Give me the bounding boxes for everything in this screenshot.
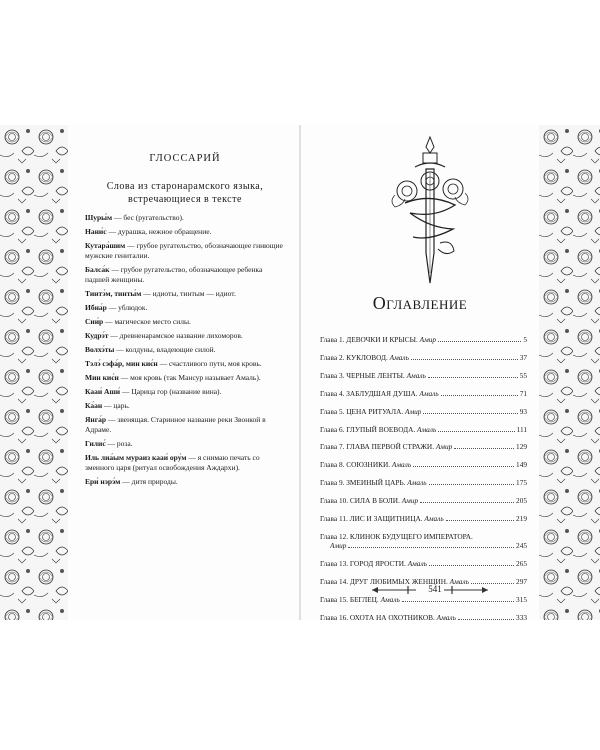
toc-narrator: Амаль [436, 613, 456, 622]
toc-chapter: Глава 13. ГОРОД ЯРОСТИ. [320, 559, 406, 569]
toc-chapter: Глава 7. ГЛАВА ПЕРВОЙ СТРАЖИ. [320, 442, 435, 452]
toc-narrator: Амир [419, 335, 437, 344]
toc-chapter: Глава 6. ГЛУПЫЙ ВОЕВОДА. [320, 424, 416, 434]
toc-page-number: 175 [516, 478, 527, 488]
toc-page-number: 5 [523, 335, 527, 344]
glossary-term: Кааи́ Аши́ [85, 387, 121, 396]
glossary-term: Мин киє́н [85, 373, 119, 382]
glossary-definition: — древненарамское название лихоморов. [108, 331, 243, 340]
glossary-entry [85, 317, 285, 327]
glossary-entry [85, 477, 285, 487]
glossary-term: Волхэ́ты [85, 345, 115, 354]
glossary-subtitle-line-1: Слова из старонарамского языка, [106, 181, 264, 192]
toc-page-number: 297 [516, 577, 527, 587]
floral-border-right [539, 125, 600, 620]
toc-page-number: 93 [519, 406, 527, 416]
glossary-definition: — роза. [105, 439, 133, 448]
glossary-definition: — дитя природы. [120, 477, 178, 486]
floral-ornament-right [539, 125, 600, 620]
glossary-entry [85, 387, 285, 397]
toc-leader-dots [423, 407, 517, 414]
glossary-term: Ибна́р [85, 303, 107, 312]
toc-narrator: Амаль [407, 559, 427, 569]
glossary-term: Нани́с [85, 227, 107, 236]
glossary-entry [85, 439, 285, 449]
glossary-term: Шуры́м [85, 213, 113, 222]
floral-ornament-left [0, 125, 68, 620]
toc-leader-dots [413, 460, 514, 467]
toc-chapter: Глава 4. ЗАБЛУДШАЯ ДУША. [320, 388, 418, 398]
toc-chapter: Глава 12. КЛИНОК БУДУЩЕГО ИМПЕРАТОРА. [320, 531, 473, 541]
toc-narrator: Амаль [406, 370, 426, 380]
toc-entry [320, 371, 527, 380]
glossary-title: ГЛОССАРИЙ [149, 153, 221, 164]
toc-page-number: 245 [516, 541, 527, 551]
toc-page-number: 265 [516, 559, 527, 569]
glossary-entry [85, 331, 285, 341]
glossary-subtitle [85, 180, 285, 206]
toc-chapter: Глава 14. ДРУГ ЛЮБИМЫХ ЖЕНЩИН. [320, 577, 448, 587]
glossary-entry [85, 265, 285, 285]
toc-entry [320, 460, 527, 469]
glossary-entry [85, 401, 285, 411]
dagger-rose-emblem [385, 133, 475, 288]
toc-page-number: 55 [519, 370, 527, 380]
toc-page-number: 315 [516, 595, 527, 605]
toc-leader-dots [446, 514, 514, 521]
toc-chapter: Глава 1. ДЕВОЧКИ И КРЫСЫ. [320, 335, 418, 344]
glossary-definition: — грубое ругательство, обозначающее ребенка падшей женщины. [85, 265, 263, 284]
toc-narrator: Амаль [389, 352, 409, 362]
toc-leader-dots [411, 353, 518, 360]
toc-narrator: Амаль [380, 595, 400, 605]
toc-title: Оглавление [372, 293, 468, 313]
glossary-definition: — Царица гор (название вина). [120, 387, 222, 396]
toc-entry [320, 514, 527, 523]
toc-page-number: 37 [519, 352, 527, 362]
toc-page-number: 129 [516, 442, 527, 452]
glossary-entry [85, 213, 285, 223]
toc-narrator: Амаль [424, 514, 444, 524]
glossary-entry [85, 241, 285, 261]
toc-leader-dots [429, 478, 514, 485]
toc-page-number: 111 [516, 424, 527, 434]
glossary-definition: — бес (ругательство). [112, 213, 184, 222]
toc-narrator: Амаль [419, 388, 439, 398]
toc-entry [320, 335, 527, 344]
glossary-definition: — царь. [102, 401, 130, 410]
toc-narrator: Амир [435, 442, 453, 452]
glossary-entry [85, 345, 285, 355]
toc-leader-dots [454, 442, 514, 449]
toc-chapter: Глава 10. СИЛА В БОЛИ. [320, 496, 400, 506]
glossary-term: Гилис́ [85, 439, 106, 448]
glossary-term: Ка́ан [85, 401, 103, 410]
toc-page-number: 333 [516, 613, 527, 622]
toc-page-number: 71 [519, 388, 527, 398]
glossary-term: Кутара́шим [85, 241, 126, 250]
glossary-definition: — грубое ругательство, обозначающее гниющие мужские гениталии. [85, 241, 283, 260]
glossary-term: Ери́ нэрэ́м [85, 477, 121, 486]
glossary-entry [85, 415, 285, 435]
toc-leader-dots [438, 335, 521, 342]
glossary-entry [85, 289, 285, 299]
glossary-definition: — магическое место силы. [103, 317, 191, 326]
toc-narrator: Амаль [417, 424, 437, 434]
toc-chapter: Глава 15. БЕГЛЕЦ. [320, 595, 379, 605]
glossary-entry [85, 227, 285, 237]
toc-entry [320, 478, 527, 487]
toc-entry [320, 496, 527, 505]
toc-leader-dots [429, 559, 514, 566]
toc-page-number: 149 [516, 460, 527, 470]
glossary-entry [85, 359, 285, 369]
glossary-definition: — я снимаю печать со змеиного царя (ритуал освобождения Аждархи). [85, 453, 260, 472]
toc-page-number: 219 [516, 514, 527, 524]
glossary-definition: — колдуны, владеющие силой. [114, 345, 216, 354]
toc-chapter: Глава 16. ОХОТА НА ОХОТНИКОВ. [320, 613, 435, 622]
glossary-entry [85, 453, 285, 473]
toc-entry [320, 442, 527, 451]
glossary-subtitle-line-2: встречающиеся в тексте [128, 194, 242, 205]
toc-entry [320, 353, 527, 362]
glossary-term: Тинтэ́м, тинты́м [85, 289, 142, 298]
toc-narrator: Амир [405, 406, 422, 416]
glossary-definition: — идиоты, тинтым — идиот. [141, 289, 236, 298]
page-number: 541 [428, 584, 442, 594]
toc-chapter: Глава 11. ЛИС И ЗАЩИТНИЦА. [320, 514, 423, 524]
glossary-entry [85, 373, 285, 383]
toc-narrator: Амаль [449, 577, 469, 587]
toc-page-number: 205 [516, 496, 527, 506]
glossary-definition: — звенящая. Старинное название реки Звонкой в Адраме. [85, 415, 266, 434]
toc-entry [320, 425, 527, 434]
toc-narrator: Амаль [391, 460, 412, 470]
book-gutter [299, 125, 301, 620]
glossary-definition: — счастливого пути, моя кровь. [157, 359, 262, 368]
toc-chapter: Глава 5. ЦЕНА РИТУАЛА. [320, 406, 404, 416]
toc-leader-dots [438, 425, 514, 432]
glossary-page [85, 125, 285, 620]
toc-chapter: Глава 3. ЧЕРНЫЕ ЛЕНТЫ. [320, 370, 405, 380]
glossary-term: Сии́р [85, 317, 104, 326]
glossary-term: Янга́р [85, 415, 107, 424]
floral-border-left [0, 125, 68, 620]
toc-entry [320, 532, 527, 551]
glossary-term: Тэлэ́ сэфа́р, мин киє́н [85, 359, 158, 368]
glossary-entry [85, 303, 285, 313]
toc-entry [320, 389, 527, 398]
glossary-definition: — моя кровь (так Мансур называет Амаль). [118, 373, 261, 382]
toc-entry [320, 613, 527, 622]
toc-leader-dots [458, 613, 514, 620]
toc-leader-dots [441, 389, 518, 396]
toc-narrator: Амаль [407, 478, 427, 488]
toc-narrator: Амир [330, 541, 347, 551]
glossary-term: Кудрэ́т [85, 331, 109, 340]
toc-leader-dots [348, 541, 514, 548]
toc-entry [320, 407, 527, 416]
glossary-definition: — ублюдок. [106, 303, 148, 312]
toc-entry [320, 559, 527, 568]
toc-chapter: Глава 8. СОЮЗНИКИ. [320, 460, 391, 470]
glossary-term: Балса́к [85, 265, 110, 274]
glossary-term: Иль лиа́ым мураиз кааи́ ору́м [85, 453, 187, 462]
toc-chapter: Глава 9. ЗМЕИНЫЙ ЦАРЬ. [320, 478, 406, 488]
toc-leader-dots [428, 371, 518, 378]
toc-narrator: Амир [401, 496, 419, 506]
toc-chapter: Глава 2. КУКЛОВОД. [320, 352, 388, 362]
toc-leader-dots [420, 496, 514, 503]
glossary-list [85, 213, 285, 491]
glossary-definition: — дурашка, нежное обращение. [106, 227, 212, 236]
